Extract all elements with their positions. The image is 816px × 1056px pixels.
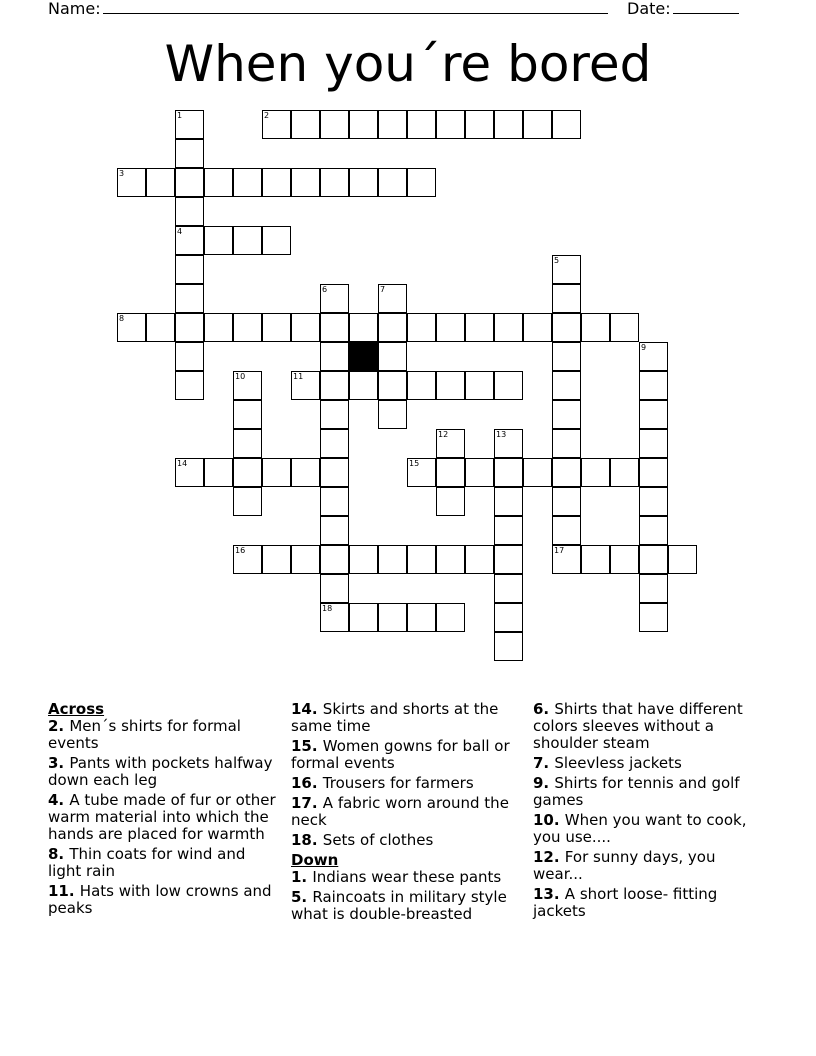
crossword-cell[interactable]: [552, 458, 581, 487]
clue-num: 2.: [48, 717, 70, 735]
crossword-cell[interactable]: [523, 313, 552, 342]
crossword-cell[interactable]: [610, 313, 639, 342]
crossword-cell[interactable]: [552, 429, 581, 458]
down-clue: [533, 775, 768, 809]
crossword-cell[interactable]: [378, 284, 407, 313]
crossword-cell[interactable]: [639, 545, 668, 574]
clue-text: A tube made of fur or other warm material into which the hands are placed for warmth: [48, 791, 276, 843]
clue-num: 3.: [48, 754, 70, 772]
crossword-cell[interactable]: [320, 313, 349, 342]
clue-num: 14.: [291, 700, 323, 718]
crossword-cell[interactable]: [117, 168, 146, 197]
clue-number: 17: [554, 546, 565, 555]
crossword-cell[interactable]: [320, 458, 349, 487]
crossword-cell[interactable]: [233, 487, 262, 516]
clue-number: 18: [322, 604, 333, 613]
clue-number: 2: [264, 111, 270, 120]
crossword-cell[interactable]: [465, 458, 494, 487]
crossword-cell[interactable]: [436, 458, 465, 487]
crossword-cell[interactable]: [494, 545, 523, 574]
crossword-cell[interactable]: [291, 545, 320, 574]
crossword-cell[interactable]: [378, 603, 407, 632]
crossword-cell[interactable]: [349, 110, 378, 139]
crossword-cell[interactable]: [262, 545, 291, 574]
crossword-cell[interactable]: [378, 400, 407, 429]
crossword-cell[interactable]: [610, 545, 639, 574]
crossword-cell[interactable]: [494, 632, 523, 661]
crossword-cell[interactable]: [291, 458, 320, 487]
down-clue: [533, 812, 768, 846]
crossword-cell[interactable]: [320, 545, 349, 574]
crossword-cell[interactable]: [233, 226, 262, 255]
crossword-cell[interactable]: [320, 603, 349, 632]
crossword-cell[interactable]: [552, 400, 581, 429]
clue-text: When you want to cook, you use....: [533, 811, 747, 846]
crossword-cell[interactable]: [407, 110, 436, 139]
crossword-cell[interactable]: [204, 168, 233, 197]
crossword-cell[interactable]: [552, 284, 581, 313]
crossword-cell[interactable]: [320, 574, 349, 603]
clue-number: 8: [119, 314, 125, 323]
crossword-cell[interactable]: [436, 371, 465, 400]
crossword-cell[interactable]: [233, 313, 262, 342]
crossword-cell[interactable]: [320, 400, 349, 429]
clue-text: Shirts that have different colors sleeves without a shoulder steam: [533, 700, 743, 752]
crossword-cell[interactable]: [291, 110, 320, 139]
crossword-cell[interactable]: [378, 342, 407, 371]
crossword-cell[interactable]: [117, 313, 146, 342]
clue-num: 5.: [291, 888, 313, 906]
crossword-cell[interactable]: [349, 603, 378, 632]
clue-num: 9.: [533, 774, 555, 792]
clue-num: 1.: [291, 868, 313, 886]
crossword-cell[interactable]: [175, 168, 204, 197]
crossword-cell[interactable]: [552, 313, 581, 342]
crossword-cell[interactable]: [175, 255, 204, 284]
crossword-cell[interactable]: [233, 371, 262, 400]
crossword-cell[interactable]: [204, 458, 233, 487]
crossword-cell[interactable]: [436, 603, 465, 632]
crossword-cell[interactable]: [233, 545, 262, 574]
date-label: Date:: [627, 0, 671, 18]
crossword-cell[interactable]: [639, 574, 668, 603]
crossword-cell[interactable]: [639, 487, 668, 516]
across-clue: [291, 701, 526, 735]
crossword-cell[interactable]: [668, 545, 697, 574]
down-heading: Down: [291, 851, 339, 869]
crossword-cell[interactable]: [262, 458, 291, 487]
crossword-cell[interactable]: [552, 371, 581, 400]
clue-num: 16.: [291, 774, 323, 792]
clue-text: Men´s shirts for formal events: [48, 717, 241, 752]
crossword-cell[interactable]: [436, 545, 465, 574]
clue-text: Indians wear these pants: [312, 868, 502, 886]
crossword-cell[interactable]: [349, 168, 378, 197]
crossword-cell[interactable]: [204, 313, 233, 342]
clue-number: 1: [177, 111, 183, 120]
crossword-cell[interactable]: [291, 371, 320, 400]
clue-text: A short loose- fitting jackets: [533, 885, 718, 920]
crossword-cell[interactable]: [320, 371, 349, 400]
clues-column-3: [533, 701, 768, 923]
crossword-cell[interactable]: [320, 110, 349, 139]
page-title: When you´re bored: [164, 35, 652, 93]
clue-text: A fabric worn around the neck: [291, 794, 509, 829]
clue-number: 12: [438, 430, 449, 439]
crossword-cell[interactable]: [175, 284, 204, 313]
crossword-cell[interactable]: [320, 284, 349, 313]
crossword-cell[interactable]: [175, 342, 204, 371]
crossword-cell[interactable]: [639, 429, 668, 458]
clue-num: 10.: [533, 811, 565, 829]
across-clue: [291, 775, 526, 792]
crossword-cell[interactable]: [639, 516, 668, 545]
crossword-cell[interactable]: [262, 110, 291, 139]
clue-number: 16: [235, 546, 246, 555]
down-clue: [533, 701, 768, 752]
crossword-cell[interactable]: [175, 458, 204, 487]
clue-number: 9: [641, 343, 647, 352]
clue-text: Pants with pockets halfway down each leg: [48, 754, 273, 789]
clue-num: 7.: [533, 754, 555, 772]
crossword-cell[interactable]: [320, 429, 349, 458]
crossword-cell[interactable]: [349, 545, 378, 574]
clues-column-1: [48, 701, 278, 920]
clue-text: Shirts for tennis and golf games: [533, 774, 740, 809]
crossword-cell[interactable]: [233, 400, 262, 429]
clue-num: 8.: [48, 845, 70, 863]
across-clue: [48, 718, 278, 752]
crossword-cell[interactable]: [407, 545, 436, 574]
clue-text: Sleevless jackets: [554, 754, 682, 772]
crossword-cell[interactable]: [407, 603, 436, 632]
clue-num: 13.: [533, 885, 565, 903]
clue-text: For sunny days, you wear...: [533, 848, 716, 883]
across-clue: [291, 795, 526, 829]
crossword-cell[interactable]: [175, 371, 204, 400]
clue-number: 4: [177, 227, 183, 236]
crossword-cell[interactable]: [407, 371, 436, 400]
across-clue: [291, 832, 526, 849]
crossword-cell[interactable]: [320, 487, 349, 516]
crossword-cell[interactable]: [494, 458, 523, 487]
clue-number: 14: [177, 459, 188, 468]
crossword-cell[interactable]: [552, 255, 581, 284]
crossword-cell[interactable]: [436, 429, 465, 458]
clue-number: 11: [293, 372, 304, 381]
crossword-cell[interactable]: [320, 342, 349, 371]
down-clue: [291, 869, 526, 886]
crossword-cell[interactable]: [581, 313, 610, 342]
crossword-cell[interactable]: [320, 516, 349, 545]
clue-num: 18.: [291, 831, 323, 849]
crossword-cell[interactable]: [378, 313, 407, 342]
crossword-cell[interactable]: [465, 110, 494, 139]
crossword-cell[interactable]: [233, 168, 262, 197]
clue-number: 6: [322, 285, 328, 294]
crossword-cell[interactable]: [175, 139, 204, 168]
crossword-cell[interactable]: [523, 110, 552, 139]
clue-num: 6.: [533, 700, 555, 718]
name-label: Name:: [48, 0, 101, 18]
crossword-cell[interactable]: [610, 458, 639, 487]
crossword-cell[interactable]: [552, 545, 581, 574]
clue-text: Trousers for farmers: [322, 774, 474, 792]
crossword-cell[interactable]: [262, 226, 291, 255]
crossword-cell[interactable]: [523, 458, 552, 487]
crossword-cell[interactable]: [465, 313, 494, 342]
clue-number: 3: [119, 169, 125, 178]
crossword-cell[interactable]: [233, 429, 262, 458]
crossword-cell[interactable]: [378, 168, 407, 197]
across-clue: [48, 792, 278, 843]
crossword-cell[interactable]: [436, 110, 465, 139]
clue-number: 7: [380, 285, 386, 294]
crossword-cell[interactable]: [291, 313, 320, 342]
crossword-black-cell: [349, 342, 378, 371]
crossword-cell[interactable]: [378, 110, 407, 139]
crossword-cell[interactable]: [407, 168, 436, 197]
crossword-cell[interactable]: [494, 516, 523, 545]
across-clue: [291, 738, 526, 772]
clue-num: 17.: [291, 794, 323, 812]
crossword-cell[interactable]: [552, 516, 581, 545]
crossword-cell[interactable]: [175, 110, 204, 139]
crossword-cell[interactable]: [378, 545, 407, 574]
crossword-cell[interactable]: [581, 458, 610, 487]
crossword-cell[interactable]: [436, 313, 465, 342]
crossword-cell[interactable]: [552, 110, 581, 139]
down-clue: [291, 889, 526, 923]
crossword-cell[interactable]: [349, 371, 378, 400]
clue-text: Skirts and shorts at the same time: [291, 700, 499, 735]
crossword-cell[interactable]: [639, 371, 668, 400]
crossword-cell[interactable]: [175, 226, 204, 255]
clue-text: Hats with low crowns and peaks: [48, 882, 272, 917]
crossword-cell[interactable]: [146, 313, 175, 342]
across-clue: [48, 883, 278, 917]
crossword-cell[interactable]: [465, 371, 494, 400]
crossword-cell[interactable]: [639, 458, 668, 487]
clue-num: 4.: [48, 791, 70, 809]
crossword-cell[interactable]: [233, 458, 262, 487]
clue-text: Sets of clothes: [322, 831, 434, 849]
crossword-cell[interactable]: [552, 342, 581, 371]
crossword-cell[interactable]: [204, 226, 233, 255]
crossword-cell[interactable]: [378, 371, 407, 400]
crossword-cell[interactable]: [639, 400, 668, 429]
crossword-cell[interactable]: [639, 342, 668, 371]
clue-num: 11.: [48, 882, 80, 900]
crossword-cell[interactable]: [175, 197, 204, 226]
clue-number: 10: [235, 372, 246, 381]
crossword-cell[interactable]: [494, 603, 523, 632]
crossword-cell[interactable]: [436, 487, 465, 516]
crossword-cell[interactable]: [494, 371, 523, 400]
crossword-cell[interactable]: [146, 168, 175, 197]
crossword-cell[interactable]: [465, 545, 494, 574]
clue-number: 15: [409, 459, 420, 468]
down-clue: [533, 849, 768, 883]
crossword-cell[interactable]: [320, 168, 349, 197]
crossword-cell[interactable]: [639, 603, 668, 632]
crossword-cell[interactable]: [494, 429, 523, 458]
crossword-cell[interactable]: [494, 487, 523, 516]
crossword-cell[interactable]: [262, 313, 291, 342]
crossword-cell[interactable]: [175, 313, 204, 342]
down-clue: [533, 755, 768, 772]
clue-text: Raincoats in military style what is double-breasted: [291, 888, 507, 923]
crossword-cell[interactable]: [407, 458, 436, 487]
clue-num: 15.: [291, 737, 323, 755]
clues-column-2: [291, 701, 526, 926]
clue-number: 5: [554, 256, 560, 265]
clue-number: 13: [496, 430, 507, 439]
crossword-cell[interactable]: [552, 487, 581, 516]
clue-text: Thin coats for wind and light rain: [48, 845, 246, 880]
crossword-cell[interactable]: [494, 110, 523, 139]
crossword-cell[interactable]: [494, 574, 523, 603]
across-heading: Across: [48, 700, 105, 718]
crossword-cell[interactable]: [349, 313, 378, 342]
crossword-cell[interactable]: [262, 168, 291, 197]
clue-num: 12.: [533, 848, 565, 866]
across-clue: [48, 755, 278, 789]
crossword-cell[interactable]: [494, 313, 523, 342]
crossword-cell[interactable]: [407, 313, 436, 342]
across-clue: [48, 846, 278, 880]
crossword-cell[interactable]: [581, 545, 610, 574]
crossword-cell[interactable]: [291, 168, 320, 197]
down-clue: [533, 886, 768, 920]
clue-text: Women gowns for ball or formal events: [291, 737, 510, 772]
